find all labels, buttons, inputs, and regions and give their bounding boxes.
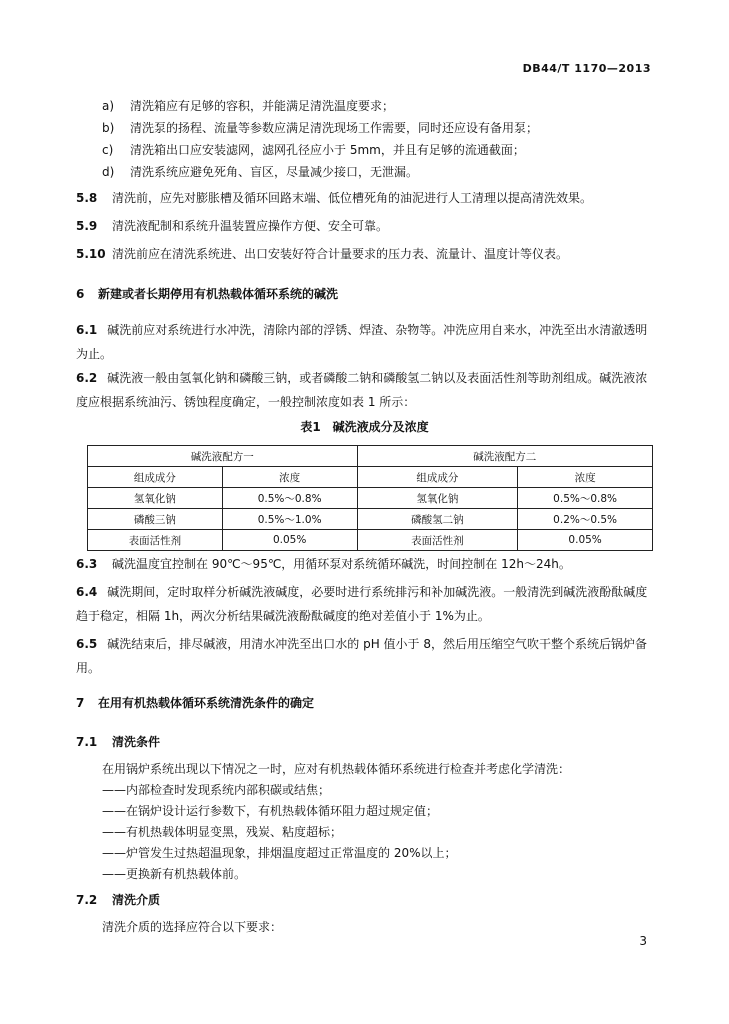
list-item: ——在锅炉设计运行参数下，有机热载体循环阻力超过规定值； bbox=[102, 804, 439, 818]
clause-6-2 bbox=[76, 366, 656, 414]
section-number: 7 bbox=[76, 696, 85, 710]
clause-6-3 bbox=[76, 555, 571, 572]
clause-text: 清洗前，应先对膨胀槽及循环回路末端、低位槽死角的油泥进行人工清理以提高清洗效果。 bbox=[112, 191, 593, 205]
list-item: ——炉管发生过热超温现象，排烟温度超过正常温度的 20%以上； bbox=[102, 846, 457, 860]
section-number: 7.1 bbox=[76, 735, 98, 749]
clause-5-8 bbox=[76, 189, 592, 206]
clause-number: 6.3 bbox=[76, 557, 98, 571]
table-cell: 0.5%～0.8% bbox=[518, 488, 653, 509]
table-cell: 0.05% bbox=[518, 530, 653, 551]
table-cell: 表面活性剂 bbox=[357, 530, 518, 551]
clause-text: 清洗液配制和系统升温装置应操作方便、安全可靠。 bbox=[112, 219, 389, 233]
clause-number: 5.8 bbox=[76, 191, 98, 205]
column-header: 组成成分 bbox=[357, 467, 518, 488]
section-number: 7.2 bbox=[76, 893, 98, 907]
subsection-7-2-heading bbox=[76, 891, 160, 908]
list-text: 清洗泵的扬程、流量等参数应满足清洗现场工作需要，同时还应设有备用泵； bbox=[130, 121, 539, 135]
table-row bbox=[88, 509, 653, 530]
list-marker: c) bbox=[102, 143, 114, 157]
list-text: 清洗箱出口应安装滤网，滤网孔径应小于 5mm，并且有足够的流通截面； bbox=[130, 143, 525, 157]
table-cell: 0.2%～0.5% bbox=[518, 509, 653, 530]
clause-5-9 bbox=[76, 217, 388, 234]
table-column-header-row bbox=[88, 467, 653, 488]
list-marker: a) bbox=[102, 99, 115, 113]
list-text: 清洗箱应有足够的容积，并能满足清洗温度要求； bbox=[130, 99, 395, 113]
table-cell: 0.5%～0.8% bbox=[222, 488, 357, 509]
clause-number: 5.9 bbox=[76, 219, 98, 233]
table-cell: 氢氧化钠 bbox=[357, 488, 518, 509]
clause-text: 碱洗温度宜控制在 90℃～95℃，用循环泵对系统循环碱洗，时间控制在 12h～24h。 bbox=[112, 557, 571, 571]
section-title: 清洗条件 bbox=[112, 735, 161, 749]
table-row bbox=[88, 488, 653, 509]
list-item bbox=[102, 163, 418, 180]
table-row bbox=[88, 530, 653, 551]
table-cell: 0.5%～1.0% bbox=[222, 509, 357, 530]
alkali-solution-table bbox=[87, 445, 653, 551]
clause-text: 碱洗期间，定时取样分析碱洗液碱度，必要时进行系统排污和补加碱洗液。一般清洗到碱洗液酚酞碱度趋于稳定，相隔 1h，两次分析结果碱洗液酚酞碱度的绝对差值小于 1%为止。 bbox=[76, 585, 648, 623]
clause-text: 碱洗前应对系统进行水冲洗，清除内部的浮锈、焊渣、杂物等。冲洗应用自来水，冲洗至出水清澈透明为止。 bbox=[76, 323, 648, 361]
clause-6-1 bbox=[76, 318, 656, 366]
list-item bbox=[102, 141, 525, 158]
section-number: 6 bbox=[76, 287, 85, 301]
column-header: 浓度 bbox=[518, 467, 653, 488]
list-item: ——有机热载体明显变黑，残炭、粘度超标； bbox=[102, 825, 343, 839]
document-code: DB44/T 1170—2013 bbox=[522, 62, 651, 75]
table-group-header-row bbox=[88, 446, 653, 467]
clause-text: 清洗前应在清洗系统进、出口安装好符合计量要求的压力表、流量计、温度计等仪表。 bbox=[112, 247, 569, 261]
list-item bbox=[102, 119, 538, 136]
table-cell: 磷酸氢二钠 bbox=[357, 509, 518, 530]
list-marker: d) bbox=[102, 165, 115, 179]
list-marker: b) bbox=[102, 121, 115, 135]
clause-number: 5.10 bbox=[76, 247, 106, 261]
group-header: 碱洗液配方二 bbox=[357, 446, 652, 467]
clause-6-5 bbox=[76, 632, 656, 680]
list-item: ——更换新有机热载体前。 bbox=[102, 867, 247, 881]
clause-number: 6.4 bbox=[76, 585, 98, 599]
subsection-7-1-intro: 在用锅炉系统出现以下情况之一时，应对有机热载体循环系统进行检查并考虑化学清洗： bbox=[102, 762, 571, 776]
group-header: 碱洗液配方一 bbox=[88, 446, 358, 467]
section-6-heading bbox=[76, 285, 338, 302]
list-text: 清洗系统应避免死角、盲区，尽量减少接口，无泄漏。 bbox=[130, 165, 419, 179]
table-cell: 表面活性剂 bbox=[88, 530, 223, 551]
table-cell: 0.05% bbox=[222, 530, 357, 551]
list-item bbox=[102, 97, 394, 114]
section-title: 清洗介质 bbox=[112, 893, 161, 907]
clause-text: 碱洗液一般由氢氧化钠和磷酸三钠，或者磷酸二钠和磷酸氢二钠以及表面活性剂等助剂组成。碱洗液浓度应根据系统油污、锈蚀程度确定，一般控制浓度如表 1 所示： bbox=[76, 371, 648, 409]
page-number: 3 bbox=[639, 934, 647, 948]
section-title: 在用有机热载体循环系统清洗条件的确定 bbox=[98, 696, 315, 710]
clause-text: 碱洗结束后，排尽碱液，用清水冲洗至出口水的 pH 值小于 8，然后用压缩空气吹干整个系统后锅炉备用。 bbox=[76, 637, 647, 675]
subsection-7-2-intro: 清洗介质的选择应符合以下要求： bbox=[102, 920, 283, 934]
clause-5-10 bbox=[76, 245, 568, 262]
clause-number: 6.2 bbox=[76, 371, 98, 385]
section-7-heading bbox=[76, 694, 314, 711]
section-title: 新建或者长期停用有机热载体循环系统的碱洗 bbox=[98, 287, 339, 301]
list-item: ——内部检查时发现系统内部积碳或结焦； bbox=[102, 783, 331, 797]
clause-number: 6.5 bbox=[76, 637, 98, 651]
clause-number: 6.1 bbox=[76, 323, 98, 337]
clause-6-4 bbox=[76, 580, 656, 628]
table-caption: 表1 碱洗液成分及浓度 bbox=[300, 420, 429, 434]
column-header: 浓度 bbox=[222, 467, 357, 488]
subsection-7-1-heading bbox=[76, 733, 160, 750]
table-cell: 磷酸三钠 bbox=[88, 509, 223, 530]
column-header: 组成成分 bbox=[88, 467, 223, 488]
table-cell: 氢氧化钠 bbox=[88, 488, 223, 509]
